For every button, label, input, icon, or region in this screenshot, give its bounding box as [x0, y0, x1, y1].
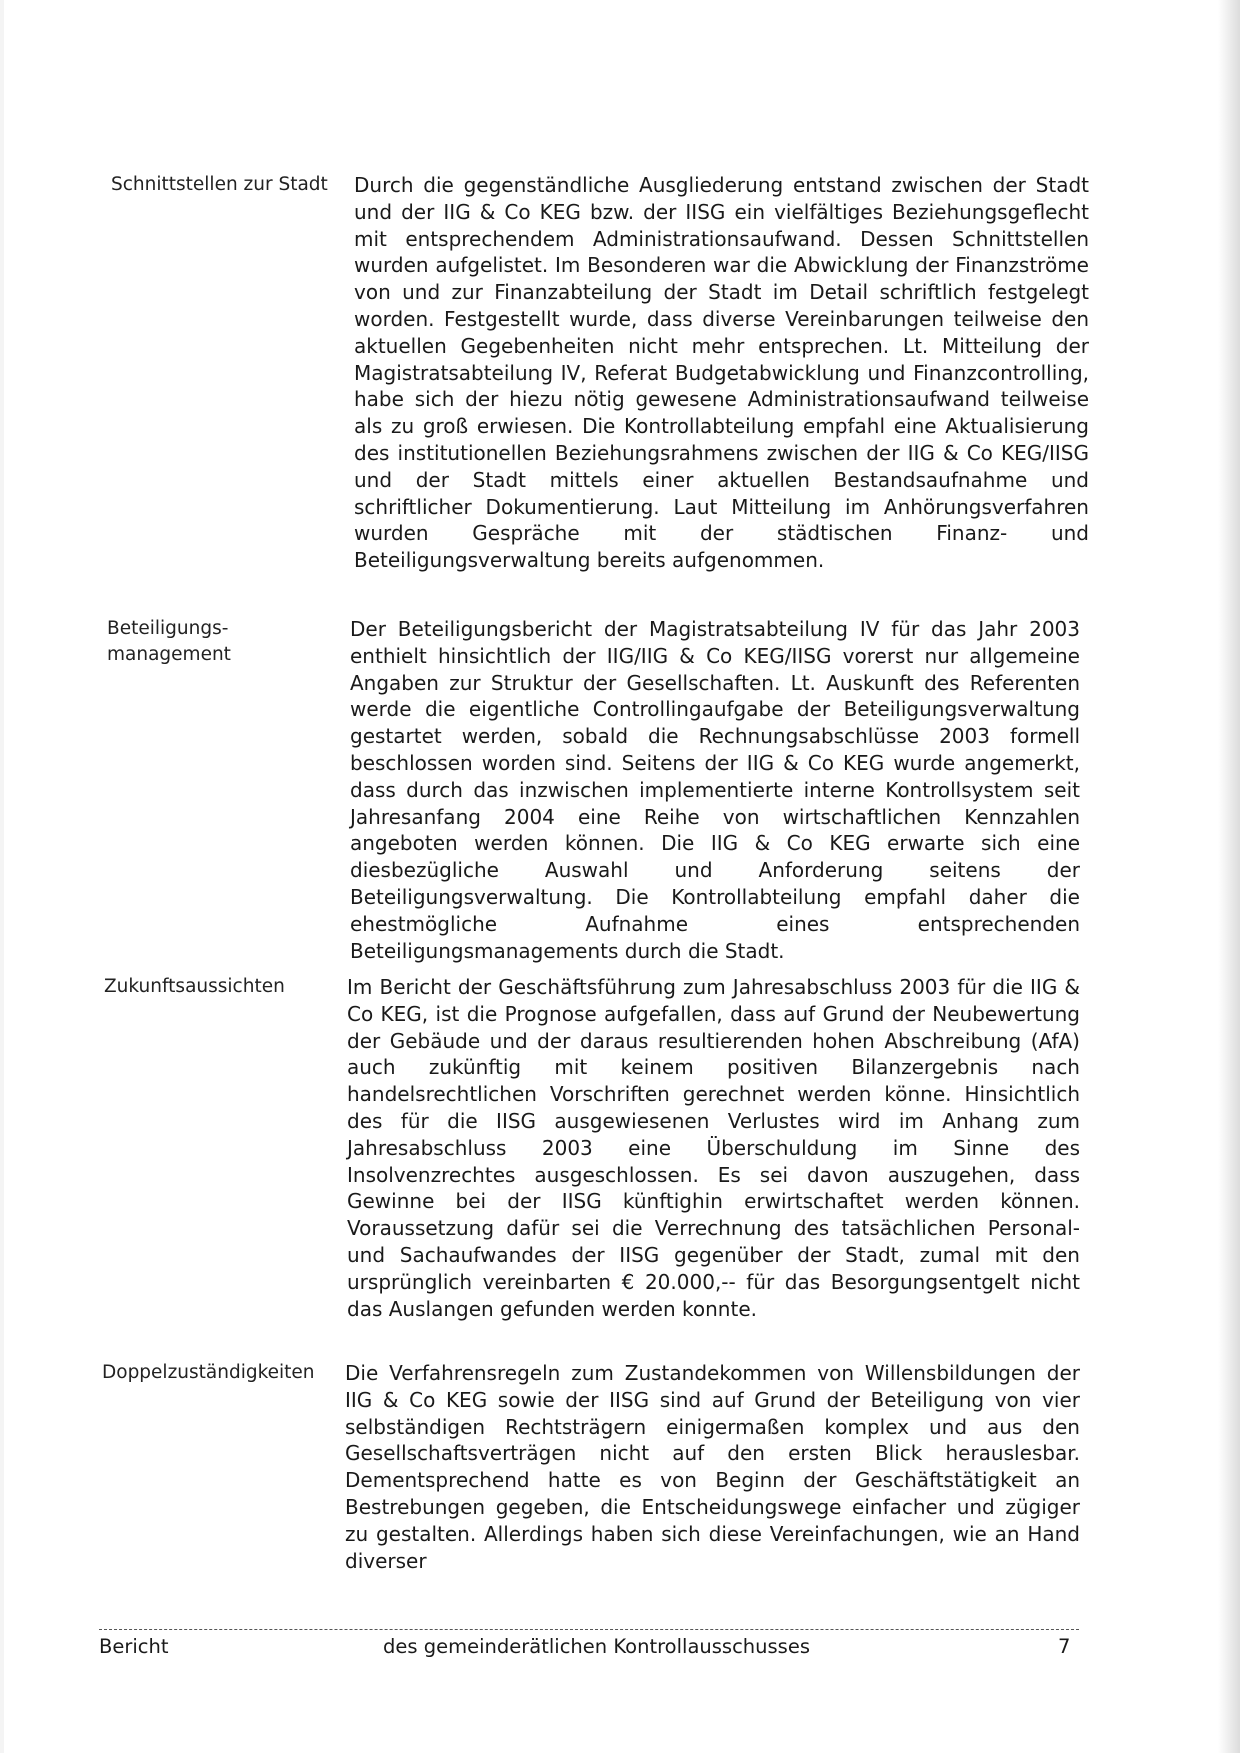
footer-report-label: Bericht [99, 1635, 169, 1658]
footer-divider [99, 1629, 1079, 1630]
paragraph: Die Verfahrensregeln zum Zustandekommen von Willensbildungen der IIG & Co KEG sowie der IISG sind auf Grund der Beteiligung von vier selbständigen Rechtsträgern einigermaßen komplex und aus den Gesellschaftsverträgen nicht auf den ersten Blick herauslesbar. Dementsprechend hatte es von Beginn der Geschäftstätigkeit an Bestrebungen gegeben, die Entscheidungswege einfacher und zügiger zu gestalten. Allerdings haben sich diese Vereinfachungen, wie an Hand diverser [345, 1361, 1080, 1573]
paragraph: Im Bericht der Geschäftsführung zum Jahresabschluss 2003 für die IIG & Co KEG, ist die Prognose aufgefallen, dass auf Grund der Neubewertung der Gebäude und der daraus resultierenden hohen Abschreibung (AfA) auch zukünftig mit keinem positiven Bilanzergebnis nach handelsrechtlichen Vorschriften gerechnet werden könne. Hinsichtlich des für die IISG ausgewiesenen Verlustes wird im Anhang zum Jahresabschluss 2003 eine Überschuldung im Sinne des Insolvenzrechtes ausgeschlossen. Es sei davon auszugehen, dass Gewinne bei der IISG künftighin erwirtschaftet werden können. Voraussetzung dafür sei die Verrechnung des tatsächlichen Personal- und Sachaufwandes der IISG gegenüber der Stadt, zumal mit den ursprünglich vereinbarten € 20.000,-- für das Besorgungsentgelt nicht das Auslangen gefunden werden konnte. [347, 975, 1080, 1321]
paragraph: Durch die gegenständliche Ausgliederung entstand zwischen der Stadt und der IIG & Co KEG bzw. der IISG ein vielfältiges Beziehungsgeflecht mit entsprechendem Administrationsaufwand. Dessen Schnittstellen wurden aufgelistet. Im Besonderen war die Abwicklung der Finanzströme von und zur Finanzabteilung der Stadt im Detail schriftlich festgelegt worden. Festgestellt wurde, dass diverse Vereinbarungen teilweise den aktuellen Gegebenheiten nicht mehr entsprechen. Lt. Mitteilung der Magistratsabteilung IV, Referat Budgetabwicklung und Finanzcontrolling, habe sich der hiezu nötig gewesene Administrationsaufwand teilweise als zu groß erwiesen. Die Kontrollabteilung empfahl eine Aktualisierung des institutionellen Beziehungsrahmens zwischen der IIG & Co KEG/IISG und der Stadt mittels einer aktuellen Bestandsaufnahme und schriftlicher Dokumentierung. Laut Mitteilung im Anhörungsverfahren wurden Gespräche mit der städtischen Finanz- und Beteiligungsverwaltung bereits aufgenommen. [354, 173, 1089, 573]
margin-label: Zukunftsaussichten [104, 976, 285, 997]
scan-edge-left [0, 0, 4, 1753]
paragraph: Der Beteiligungsbericht der Magistratsabteilung IV für das Jahr 2003 enthielt hinsichtlich der IIG/IIG & Co KEG/IISG vorerst nur allgemeine Angaben zur Struktur der Gesellschaften. Lt. Auskunft des Referenten werde die eigentliche Controllingaufgabe der Beteiligungsverwaltung gestartet werden, sobald die Rechnungsabschlüsse 2003 formell beschlossen worden sind. Seitens der IIG & Co KEG wurde angemerkt, dass durch das inzwischen implementierte interne Kontrollsystem seit Jahresanfang 2004 eine Reihe von wirtschaftlichen Kennzahlen angeboten werden können. Die IIG & Co KEG erwarte sich eine diesbezügliche Auswahl und Anforderung seitens der Beteiligungsverwaltung. Die Kontrollabteilung empfahl daher die ehestmögliche Aufnahme eines entsprechenden Beteiligungsmanagements durch die Stadt. [350, 617, 1080, 963]
footer-committee-label: des gemeinderätlichen Kontrollausschusses [383, 1635, 810, 1658]
margin-label: Doppelzuständigkeiten [102, 1362, 315, 1383]
page-number: 7 [1058, 1635, 1071, 1658]
margin-label: Beteiligungs- management [107, 618, 231, 665]
scan-edge-right [1218, 0, 1240, 1753]
margin-label: Schnittstellen zur Stadt [111, 174, 328, 195]
